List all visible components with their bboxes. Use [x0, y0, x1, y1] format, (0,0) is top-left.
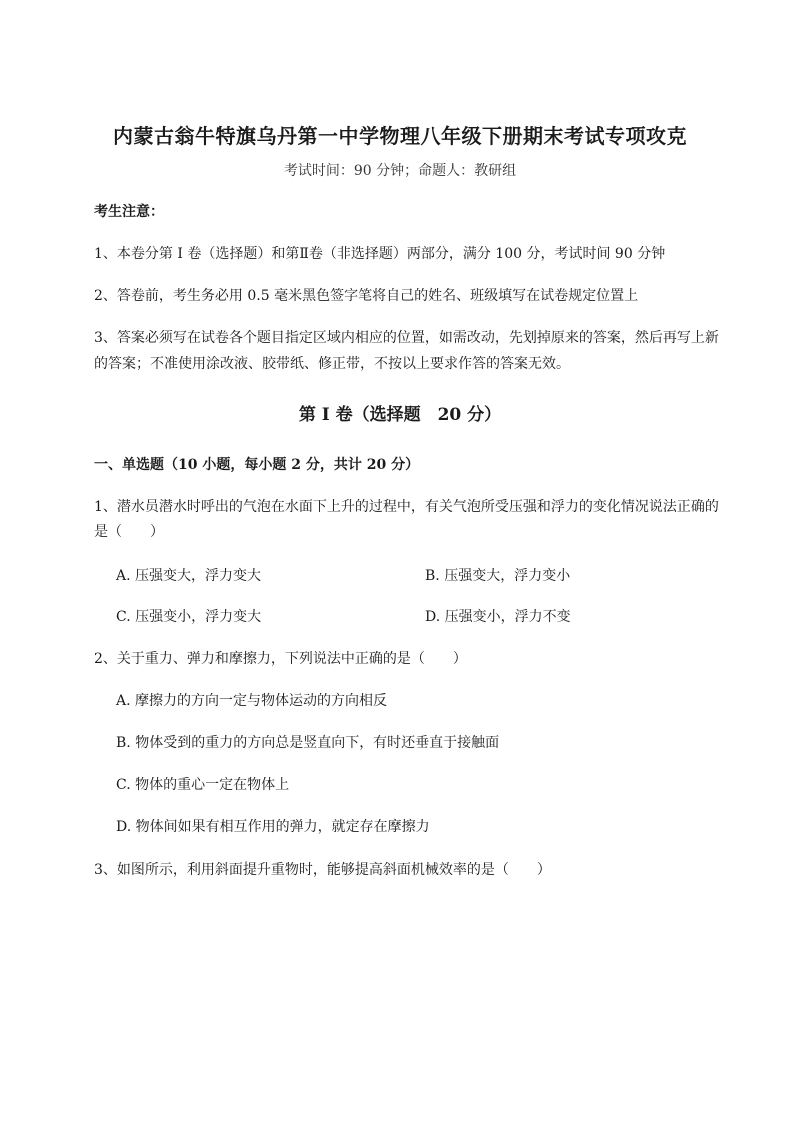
notice-item-2: 2、答卷前，考生务必用 0.5 毫米黑色签字笔将自己的姓名、班级填写在试卷规定位置上 [94, 288, 639, 304]
question-1-text-cont: 是（ ） [94, 524, 164, 540]
question-2-text: 2、关于重力、弹力和摩擦力，下列说法中正确的是（ ） [94, 651, 467, 667]
section-title: 第 I 卷（选择题 20 分） [298, 405, 502, 425]
notice-item-3: 3、答案必须写在试卷各个题目指定区域内相应的位置，如需改动，先划掉原来的答案，然后再写上新 [94, 330, 719, 346]
question-2-option-a: A. 摩擦力的方向一定与物体运动的方向相反 [116, 693, 388, 709]
notice-heading: 考生注意： [94, 204, 164, 220]
question-2-option-d: D. 物体间如果有相互作用的弹力，就定存在摩擦力 [116, 819, 430, 835]
notice-item-1: 1、本卷分第 I 卷（选择题）和第Ⅱ卷（非选择题）两部分，满分 100 分，考试时间 90 分钟 [94, 246, 666, 262]
question-1-option-d: D. 压强变小，浮力不变 [425, 609, 571, 625]
exam-title: 内蒙古翁牛特旗乌丹第一中学物理八年级下册期末考试专项攻克 [113, 124, 687, 148]
exam-subtitle: 考试时间：90 分钟；命题人：教研组 [283, 163, 517, 179]
question-2-option-c: C. 物体的重心一定在物体上 [116, 777, 290, 793]
notice-item-3-cont: 的答案；不准使用涂改液、胶带纸、修正带，不按以上要求作答的答案无效。 [94, 356, 570, 372]
question-1-option-b: B. 压强变大，浮力变小 [425, 568, 571, 584]
part-heading: 一、单选题（10 小题，每小题 2 分，共计 20 分） [94, 457, 420, 473]
question-3-text: 3、如图所示，利用斜面提升重物时，能够提高斜面机械效率的是（ ） [94, 862, 551, 878]
question-2-option-b: B. 物体受到的重力的方向总是竖直向下，有时还垂直于接触面 [116, 735, 500, 751]
question-1-option-c: C. 压强变小，浮力变大 [116, 609, 262, 625]
question-1-text: 1、潜水员潜水时呼出的气泡在水面下上升的过程中，有关气泡所受压强和浮力的变化情况说法正确的 [94, 499, 719, 515]
question-1-option-a: A. 压强变大，浮力变大 [116, 568, 262, 584]
